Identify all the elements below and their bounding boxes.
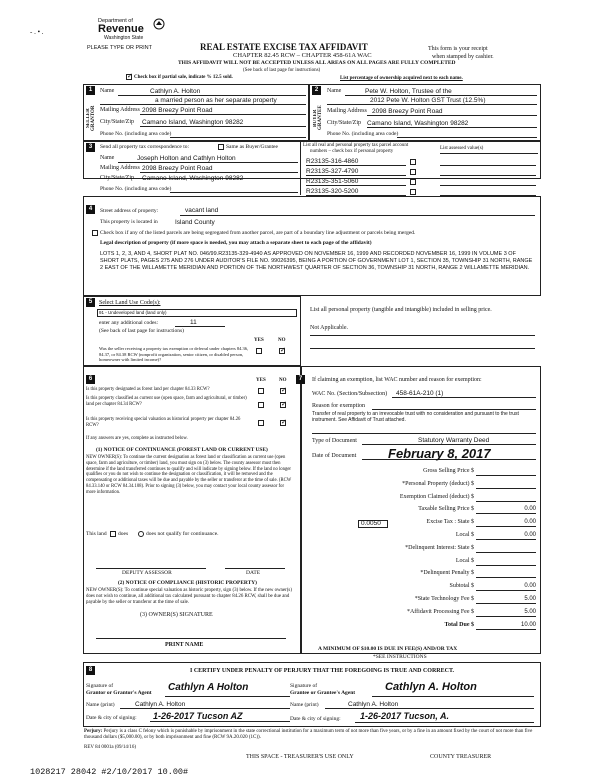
receipt-note2: when stamped by cashier.: [432, 54, 494, 60]
section-5-badge: 5: [86, 298, 95, 307]
tax-row: [312, 581, 538, 594]
wac-value[interactable]: 458-61A-210 (1): [396, 390, 444, 397]
parcel-personal-checkbox[interactable]: [410, 179, 416, 185]
q2-no-checkbox[interactable]: [280, 402, 286, 408]
does-label: does: [118, 531, 129, 537]
land-use-label: Select Land Use Code(s):: [99, 300, 161, 306]
dept-small: Department of: [98, 18, 133, 24]
county-treasurer: COUNTY TREASURER: [430, 754, 492, 760]
s5-yes-checkbox[interactable]: [256, 348, 262, 354]
grantor-name-label: Name (print): [86, 702, 115, 708]
land-use-value: 91 - Undeveloped land (land only): [99, 310, 167, 315]
grantee-name[interactable]: Cathlyn A. Holton: [348, 701, 399, 708]
recording-stamp: 1028217 28042 #2/10/2017 10.00#: [30, 767, 189, 777]
dept-big: Revenue: [98, 23, 144, 35]
grantor-sig-label-1: Signature of: [86, 683, 114, 689]
grantor-date[interactable]: 1-26-2017 Tucson AZ: [153, 711, 243, 721]
located-label: This property is located in: [100, 219, 158, 225]
tax-row-label: *Delinquent Interest: State $: [405, 544, 474, 551]
tax-row: [312, 504, 538, 517]
reason-label: Reason for exemption: [312, 403, 365, 409]
tax-row-value[interactable]: 5.00: [476, 596, 536, 604]
warning: THIS AFFIDAVIT WILL NOT BE ACCEPTED UNLESS ALL AREAS ON ALL PAGES ARE FULLY COMPLETED: [178, 60, 456, 66]
section-8-badge: 8: [86, 666, 95, 675]
section-1-badge: 1: [86, 86, 95, 95]
buyer-city[interactable]: Camano Island, Washington 98282: [367, 120, 469, 127]
partial-sale-checkbox[interactable]: [126, 74, 132, 80]
personal-property-value[interactable]: Not Applicable.: [310, 325, 348, 331]
section-7-badge: 7: [296, 375, 305, 384]
buyer-name[interactable]: Pete W. Holton, Trustee of the: [365, 88, 452, 95]
q1-yes-checkbox[interactable]: [258, 388, 264, 394]
tax-row-label: *Affidavit Processing Fee $: [406, 608, 474, 615]
section-6-badge: 6: [86, 375, 95, 384]
tax-row-label: *Delinquent Penalty $: [420, 570, 474, 577]
see-back: (See back of last page for instructions): [243, 68, 321, 73]
grantee-signature[interactable]: Cathlyn A. Holton: [385, 681, 477, 693]
corner-mark: - . • .: [30, 28, 44, 36]
buyer-mailing-label: Mailing Address: [327, 108, 367, 114]
parcel-item[interactable]: R23135-320-5200: [306, 188, 359, 195]
tax-row-label: Subtotal $: [449, 583, 474, 590]
does-not-radio[interactable]: [138, 531, 144, 537]
buyer-city-label: City/State/Zip: [327, 120, 361, 126]
deputy-assessor-label: DEPUTY ASSESSOR: [122, 570, 172, 576]
doc-date-value[interactable]: February 8, 2017: [388, 446, 491, 461]
exemption-question: Was the seller receiving a property tax exemption or deferral under chapters 84.36, 84.37, or 84.38 RCW (nonprofit organization, senior citizen, or disabled person, homeowner with limited income)?: [99, 346, 249, 362]
current-use-question: Is this property classified as current use (open space, farm and agricultural, or timber) land per chapter 84.34 RCW?: [86, 396, 247, 407]
buyer-side-label: BUYER GRANTEE: [313, 105, 323, 131]
tax-row: [312, 568, 538, 581]
seller-mailing-label: Mailing Address: [100, 107, 140, 113]
same-as-buyer-checkbox[interactable]: [218, 144, 224, 150]
tax-row: [312, 492, 538, 505]
owner-signature-label: (3) OWNER(S) SIGNATURE: [140, 612, 213, 618]
s5-no-checkbox[interactable]: [279, 348, 285, 354]
grantor-sig-label-2: Grantor or Grantor's Agent: [86, 690, 152, 696]
dept-state: Washington State: [104, 35, 144, 41]
parcel-item[interactable]: R23135-351-5060: [306, 178, 359, 185]
send-correspondence-label: Send all property tax correspondence to:: [100, 144, 190, 150]
tax-row-value[interactable]: 0.00: [476, 583, 536, 591]
list-percentage: List percentage of ownership acquired next to each name.: [340, 76, 463, 81]
parcel-header-1: List all real and personal property tax parcel account: [303, 143, 409, 148]
please-type: PLEASE TYPE OR PRINT: [87, 45, 153, 51]
tax-row-value[interactable]: [476, 481, 536, 489]
tax-row: [312, 543, 538, 556]
doc-type-label: Type of Document: [312, 438, 357, 444]
parcel-item[interactable]: R23135-316-4860: [306, 158, 359, 165]
seller-city[interactable]: Camano Island, Washington 98282: [142, 119, 244, 126]
q2-yes-checkbox[interactable]: [258, 402, 264, 408]
tax-row-value[interactable]: [476, 570, 536, 578]
s5-yes-header: YES: [254, 338, 264, 343]
section-4-badge: 4: [86, 205, 95, 214]
tax-row-label: *State Technology Fee $: [414, 596, 474, 602]
tax-row-value[interactable]: [476, 494, 536, 502]
tax-row: [312, 556, 538, 569]
s3-name-label: Name: [100, 155, 115, 161]
parcel-item[interactable]: R23135-327-4790: [306, 168, 359, 175]
chapters: CHAPTER 82.45 RCW – CHAPTER 458-61A WAC: [233, 52, 372, 59]
does-checkbox[interactable]: [110, 531, 116, 537]
grantee-sig-label-1: Signature of: [290, 683, 318, 689]
perjury-label: Perjury:: [84, 729, 103, 734]
seller-name-label: Name: [100, 88, 115, 94]
s6-no-header: NO: [279, 378, 287, 383]
parcel-personal-checkbox[interactable]: [410, 189, 416, 195]
grantor-date-label: Date & city of signing:: [86, 715, 137, 721]
notice-continuance-title: (1) NOTICE OF CONTINUANCE (FOREST LAND OR CURRENT USE): [96, 447, 268, 453]
grantor-name[interactable]: Cathlyn A. Holton: [135, 701, 186, 708]
forest-question: Is this property designated as forest land per chapter 84.33 RCW?: [86, 387, 210, 392]
tax-row-value[interactable]: 5.00: [476, 609, 536, 617]
grantee-name-label: Name (print): [290, 702, 319, 708]
s3-city[interactable]: Camano Island, Washington 98282: [142, 175, 244, 182]
tax-row: [312, 517, 538, 530]
doc-date-label: Date of Document: [312, 453, 357, 459]
wac-label: WAC No. (Section/Subsection): [312, 391, 388, 397]
tax-row-label: Local $: [455, 557, 474, 564]
perjury-text: Perjury is a class C felony which is punishable by imprisonment in the state correctional institution for a maximum term of not more than five years, or by a fine in an amount fixed by the court of not more than five thousand dollars ($5,000.00), or by both imprisonment and fine (RCW 9A.20.020 (1C)).: [84, 729, 533, 741]
tax-row-value[interactable]: [476, 545, 536, 553]
additional-codes-label: enter any additional codes:: [99, 320, 159, 326]
q3-no-checkbox[interactable]: [280, 420, 286, 426]
same-as-buyer-text: Same as Buyer/Grantee: [226, 144, 278, 150]
exemption-label: If claiming an exemption, list WAC number and reason for exemption:: [312, 377, 482, 383]
seller-city-label: City/State/Zip: [100, 119, 134, 125]
tax-row-value[interactable]: 0.00: [476, 506, 536, 514]
s3-city-label: City/State/Zip: [100, 175, 134, 181]
s5-see-back: (See back of last page for instructions): [99, 328, 184, 334]
street-label: Street address of property:: [100, 208, 159, 214]
tax-row: [312, 594, 538, 607]
additional-codes-value[interactable]: 11: [190, 319, 197, 326]
dor-seal-icon: [153, 18, 165, 30]
tax-row-label: Excise Tax : State $: [426, 519, 474, 526]
s3-mailing-label: Mailing Address: [100, 165, 140, 171]
partial-sale-text: Check box if partial sale, indicate % 12.5 sold.: [134, 75, 233, 80]
receipt-note1: This form is your receipt: [428, 46, 488, 52]
local-rate-value: 0.0050: [361, 520, 381, 527]
s3-phone-label: Phone No. (including area code): [100, 186, 172, 192]
tax-row-label: *Personal Property (deduct) $: [402, 480, 474, 487]
s5-no-header: NO: [278, 338, 286, 343]
form-title: REAL ESTATE EXCISE TAX AFFIDAVIT: [200, 42, 368, 52]
street-value[interactable]: vacant land: [185, 207, 219, 214]
tax-row: [312, 479, 538, 492]
legal-label: Legal description of property (if more space is needed, you may attach a separate sheet to each page of the affidavit): [100, 240, 372, 246]
parcel-personal-checkbox[interactable]: [410, 169, 416, 175]
parcel-personal-checkbox[interactable]: [410, 159, 416, 165]
buyer-name-label: Name: [327, 88, 342, 94]
if-yes-instruction: If any answers are yes, complete as instructed below.: [86, 436, 188, 441]
see-instructions: *SEE INSTRUCTIONS: [373, 654, 427, 660]
historic-question: Is this property receiving special valuation as historical property per chapter 84.26 RCW?: [86, 417, 241, 428]
rev-number: REV 84 0001a (09/14/16): [84, 745, 136, 750]
seller-side-label: SELLER GRANTOR: [86, 105, 96, 131]
seller-mailing[interactable]: 2098 Breezy Point Road: [142, 107, 213, 114]
s3-mailing[interactable]: 2098 Breezy Point Road: [142, 165, 213, 172]
this-land-label: This land: [86, 531, 107, 537]
buyer-mailing[interactable]: 2098 Breezy Point Road: [372, 108, 443, 115]
certify-statement: I CERTIFY UNDER PENALTY OF PERJURY THAT THE FOREGOING IS TRUE AND CORRECT.: [190, 668, 455, 674]
grantee-date-label: Date & city of signing:: [290, 716, 341, 722]
tax-row-value[interactable]: 10.00: [476, 622, 536, 630]
tax-row: [312, 607, 538, 620]
tax-row-value[interactable]: [476, 468, 536, 476]
personal-property-label: List all personal property (tangible and intangible) included in selling price.: [310, 307, 492, 313]
q1-no-checkbox[interactable]: [280, 388, 286, 394]
seller-name[interactable]: Cathlyn A. Holton: [150, 88, 201, 95]
buyer-name-2[interactable]: 2012 Pete W. Holton GST Trust (12.5%): [370, 97, 486, 104]
notice-compliance-title: (2) NOTICE OF COMPLIANCE (HISTORIC PROPERTY): [118, 580, 257, 586]
grantor-signature[interactable]: Cathlyn A Holton: [168, 682, 249, 693]
seller-phone-label: Phone No. (including area code): [100, 131, 172, 137]
tax-row: [312, 466, 538, 479]
s3-name[interactable]: Joseph Holton and Cathlyn Holton: [137, 155, 236, 162]
tax-calculation-table: [312, 466, 538, 634]
grantee-sig-label-2: Grantee or Grantee's Agent: [290, 690, 356, 696]
doc-type-value[interactable]: Statutory Warranty Deed: [418, 437, 490, 444]
grantee-date[interactable]: 1-26-2017 Tucson, A.: [360, 711, 450, 721]
buyer-phone-label: Phone No. (including area code): [327, 131, 399, 137]
tax-row-label: Total Due $: [444, 621, 474, 628]
section-3-badge: 3: [86, 143, 95, 152]
section-6: [83, 366, 301, 654]
assessed-header: List assessed value(s): [440, 146, 484, 151]
does-not-label: does not qualify for continuance.: [146, 531, 219, 537]
tax-row: [312, 530, 538, 543]
print-name-label: PRINT NAME: [165, 642, 204, 648]
q3-yes-checkbox[interactable]: [258, 420, 264, 426]
treasurer-space: THIS SPACE - TREASURER'S USE ONLY: [246, 754, 354, 760]
section-2-badge: 2: [312, 86, 321, 95]
legal-description[interactable]: LOTS 1, 2, 3, AND 4, SHORT PLAT NO. 046/99.R23135-329-4940 AS APPROVED ON NOVEMBER 16, 1999 AND RECORDED NOVEMBER 16, 1999 IN VOLUME 3 OF SHORT PLATS, PAGES 275 AND 276 UNDER AUDITOR'S FILE NO. 99026395, BEING A PORTION OF GOVERNMENT LOT 1, SECTION 35, TOWNSHIP 31 NORTH, RANGE 2 EAST OF THE WILLAMETTE MERIDIAN AND PORTION OF THE NORTHWEST QUARTER OF SECTION 36, TOWNSHIP 31 NORTH, RANGE 2 WILLAMETTE MERIDIAN.: [100, 251, 533, 271]
segregation-checkbox[interactable]: [92, 230, 98, 236]
date-label: DATE: [246, 570, 261, 576]
tax-row-value[interactable]: 0.00: [476, 519, 536, 527]
tax-row: [312, 620, 538, 633]
seller-name-2[interactable]: a married person as her separate property: [155, 97, 277, 104]
notice-compliance-body: NEW OWNER(S): To continue special valuation as historic property, sign (3) below. If the new owner(s) does not wish to continue, all additional tax calculated pursuant to chapter 84.26 RCW, shall be due and payable by the seller or transferor at the time of sale.: [86, 588, 292, 605]
tax-row-label: Local $: [455, 532, 474, 538]
notice-continuance-body: NEW OWNER(S): To continue the current designation as forest land or classification as current use (open space, farm and agriculture, or timber) land, you must sign on (3) below. The county assessor must then determine if the land transferred continues to qualify and will indicate by signing below. If the land no longer qualifies or you do not wish to continue the designation or classification, it will be removed and the compensating or additional taxes will be due and payable by the seller or transferor at the time of sale. (RCW 84.33.140 or RCW 84.34.108). Prior to signing (3) below, you may contact your local county assessor for more information.: [86, 455, 292, 495]
segregation-text: Check box if any of the listed parcels are being segregated from another parcel, are part of a boundary line adjustment or parcels being merged.: [100, 230, 416, 236]
perjury-notice: [84, 729, 542, 741]
tax-row-label: Taxable Selling Price $: [418, 506, 474, 513]
tax-row-label: Gross Selling Price $: [423, 468, 474, 474]
parcel-header-2: numbers – check box if personal property: [310, 149, 394, 154]
tax-row-label: Exemption Claimed (deduct) $: [399, 493, 474, 500]
county-value[interactable]: Island County: [175, 219, 215, 226]
tax-row-value[interactable]: [476, 558, 536, 566]
minimum-due: A MINIMUM OF $10.00 IS DUE IN FEE(S) AND/OR TAX: [318, 646, 458, 652]
tax-row-value[interactable]: 0.00: [476, 532, 536, 540]
reason-value[interactable]: Transfer of real property to an irrevocable trust with no consideration and pursuant to the trust instrument. See Affidavit of Trust attached.: [312, 411, 519, 424]
s6-yes-header: YES: [256, 378, 266, 383]
